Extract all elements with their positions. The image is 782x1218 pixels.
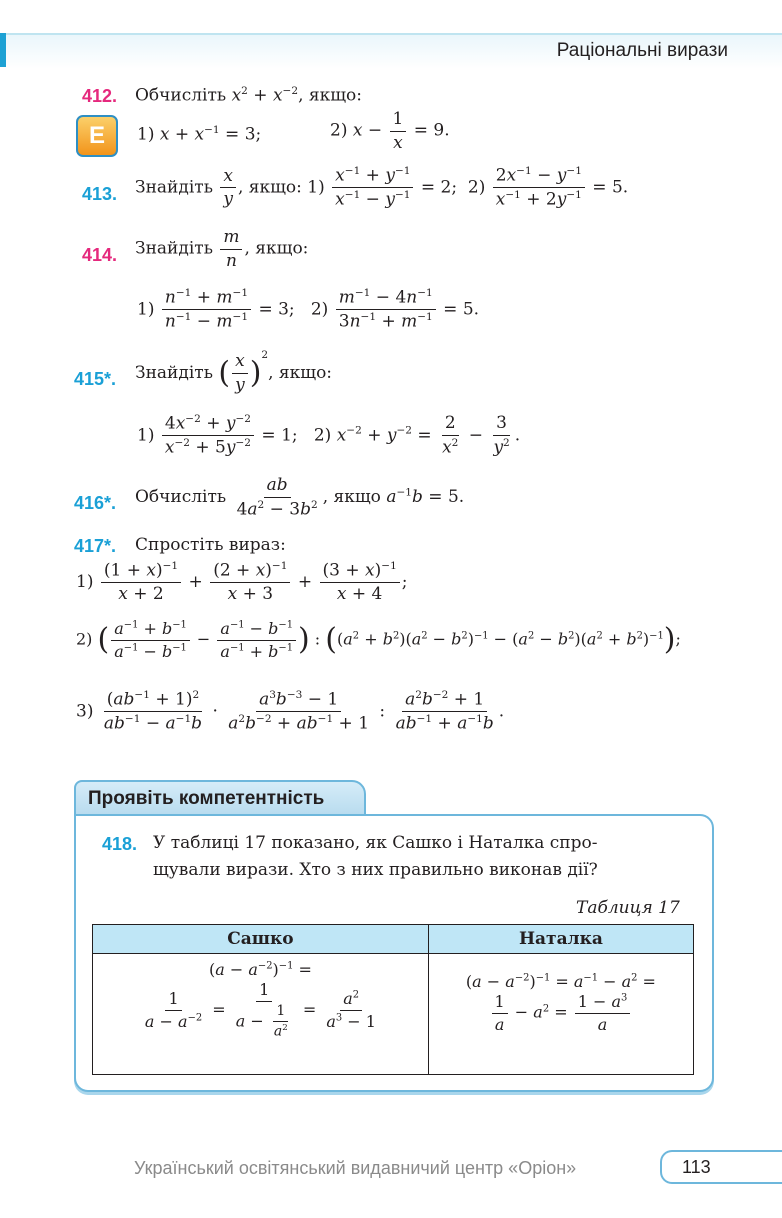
cell-sashko: $(a - a^{-2})^{-1}$ = $\frac{1}{a - a^{-2}}$ = 1 a − $\frac{1}{a^2}$ = $\frac{a^2}{a^3 - 1}$ [93,954,429,1075]
problem-412-item-1: 1) $x + x^{-1} = 3$; [137,124,262,145]
problem-414-statement: Знайдіть $\frac{m}{n}$ , якщо: [135,227,309,271]
problem-number-418: 418. [102,834,138,854]
problem-412-statement: Обчисліть $x^2 + x^{-2}$, якщо: [135,85,362,106]
competence-title: Проявіть компетентність [74,780,366,816]
problem-416-text: Обчисліть [135,487,227,508]
section-title: Раціональні вирази [556,40,728,61]
problem-413-text: Знайдіть [135,177,213,198]
problem-number-415: 415*. [74,369,117,389]
problem-417-item-3: 3) $\frac{(ab^{-1} + 1)^2}{ab^{-1} - a^{-1}b}$ · $\frac{a^3b^{-3} - 1}{a^2b^{-2} + ab^{-1} + 1}$ : $\frac{a^2b^{-2} + 1}{ab^{-1} + a^{-1}b}$ . [76,689,505,734]
publisher-footer: Український освітянський видавничий центр «Оріон» [134,1158,577,1178]
problem-418-line-1: У таблиці 17 показано, як Сашко і Наталка спро- [153,833,598,853]
problem-number-414: 414. [82,245,118,265]
cell-natalka: $(a - a^{-2})^{-1} = a^{-1} - a^2$ = $\frac{1}{a}$ − $a^2$ = $\frac{1 - a^3}{a}$ [428,954,693,1075]
solutions-table [92,924,694,1075]
table-caption: Таблиця 17 [576,898,680,918]
problem-412-item-2: 2) x − $\frac{1}{x}$ = 9. [330,109,450,153]
problem-415-text: Знайдіть [135,363,213,383]
level-e-badge-icon: E [76,115,118,157]
table-header-natalka: Наталка [428,925,693,954]
problem-417-item-1: 1) $\frac{(1 + x)^{-1}}{x + 2}$ + $\frac{(2 + x)^{-1}}{x + 3}$ + $\frac{(3 + x)^{-1}}{x + 4}$ ; [76,560,408,605]
problem-number-416: 416*. [74,493,117,513]
problem-415-statement: Знайдіть ( $\frac{x}{y}$ )$^2$, якщо: [135,349,333,395]
problem-415-items: 1) $\frac{4x^{-2} + y^{-2}}{x^{-2} + 5y^{-2}}$ = 1; 2) $x^{-2} + y^{-2}$ = $\frac{2}{x^2}$ − $\frac{3}{y^2}$ . [137,413,521,458]
table-header-sashko: Сашко [93,925,429,954]
problem-414-text: Знайдіть [135,238,213,259]
problem-number-417: 417*. [74,536,117,556]
problem-414-items: 1) $\frac{n^{-1} + m^{-1}}{n^{-1} - m^{-1}}$ = 3; 2) $\frac{m^{-1} - 4n^{-1}}{3n^{-1} + m^{-1}}$ = 5. [137,287,480,332]
problem-number-413: 413. [82,184,118,204]
problem-417-text: Спростіть вираз: [135,535,286,555]
problem-418-line-2: щували вирази. Хто з них правильно виконав дії? [153,860,598,880]
problem-412-text: Обчисліть [135,85,227,106]
problem-413-statement: Знайдіть $\frac{x}{y}$ , якщо: 1) $\frac{x^{-1} + y^{-1}}{x^{-1} - y^{-1}}$ = 2; 2) $\frac{2x^{-1} - y^{-1}}{x^{-1} + 2y^{-1}}$ = 5. [135,165,629,210]
header-accent [0,33,6,67]
problem-number-412: 412. [82,86,118,106]
page-number: 113 [660,1150,782,1184]
problem-417-item-2: 2) ( $\frac{a^{-1} + b^{-1}}{a^{-1} - b^{-1}}$ − $\frac{a^{-1} - b^{-1}}{a^{-1} + b^{-1}}$ ) : $((a^2 + b^2)(a^2 - b^2)^{-1} - (a^2 - b^2)(a^2 + b^2)^{-1})$; [76,619,681,661]
problem-416-statement: Обчисліть $\frac{ab}{4a^2 - 3b^2}$ , якщо $a^{-1}b = 5$. [135,475,465,520]
